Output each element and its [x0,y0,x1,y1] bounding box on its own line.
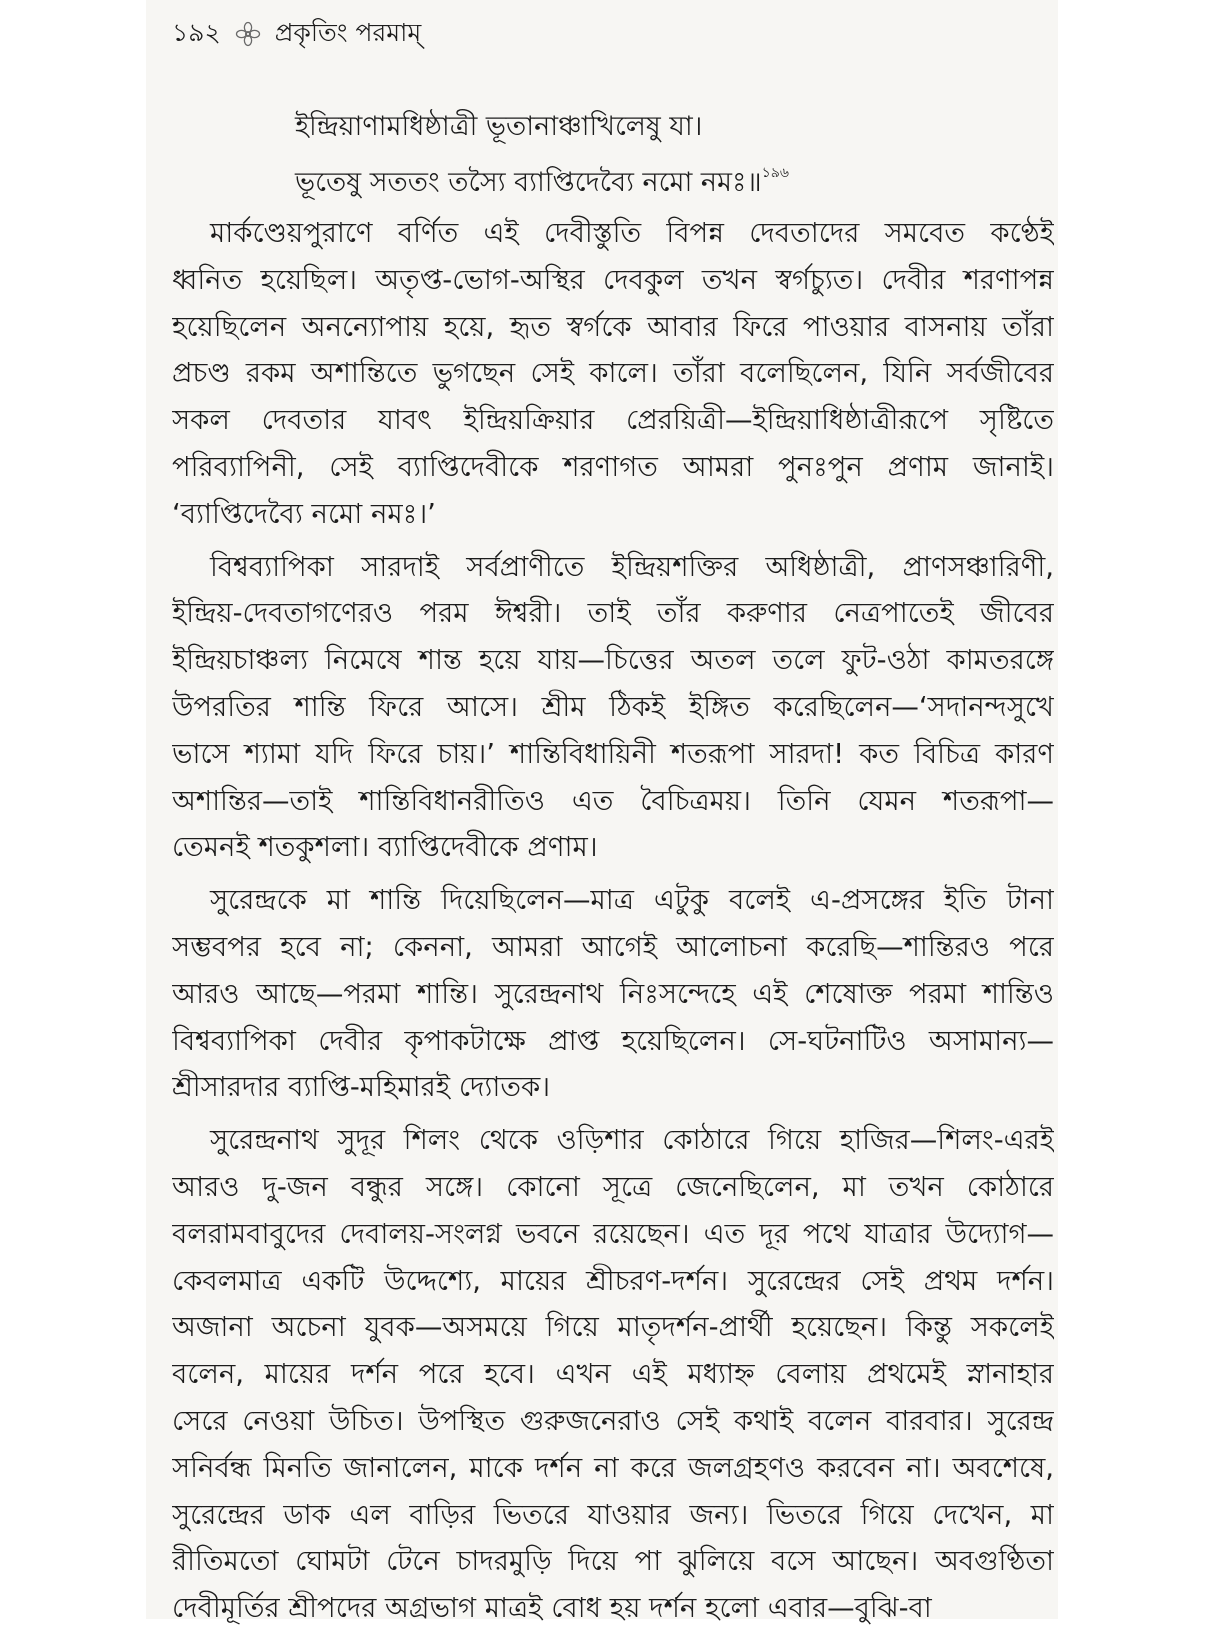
text-line: উপরতির শান্তি ফিরে আসে। শ্রীম ঠিকই ইঙ্গিত করেছিলেন—‘সদানন্দসুখে [172,690,1054,723]
flower-ornament-icon [235,21,261,47]
text-line: ধ্বনিত হয়েছিল। অতৃপ্ত-ভোগ-অস্থির দেবকুল তখন স্বর্গচ্যুত। দেবীর শরণাপন্ন [172,263,1054,296]
text-line: আরও দু-জন বন্ধুর সঙ্গে। কোনো সূত্রে জেনেছিলেন, মা তখন কোঠারে [172,1170,1054,1203]
text-line: রীতিমতো ঘোমটা টেনে চাদরমুড়ি দিয়ে পা ঝুলিয়ে বসে আছেন। অবগুণ্ঠিতা [172,1545,1054,1578]
text-line: আরও আছে—পরমা শান্তি। সুরেন্দ্রনাথ নিঃসন্দেহে এই শেষোক্ত পরমা শান্তিও [172,977,1054,1010]
running-title: প্রকৃতিং পরমাম্ [274,17,422,47]
text-line: সুরেন্দ্রের ডাক এল বাড়ির ভিতরে যাওয়ার জন্য। ভিতরে গিয়ে দেখেন, মা [172,1498,1054,1531]
text-line: সনির্বন্ধ মিনতি জানালেন, মাকে দর্শন না করে জলগ্রহণও করবেন না। অবশেষে, [172,1451,1054,1484]
body-text [172,210,1054,1638]
text-line: দেবীমূর্তির শ্রীপদের অগ্রভাগ মাত্রই বোধ হয় দর্শন হলো এবার—বুঝি-বা [172,1592,932,1625]
text-line: সেরে নেওয়া উচিত। উপস্থিত গুরুজনেরাও সেই কথাই বলেন বারবার। সুরেন্দ্র [172,1404,1054,1437]
sanskrit-verse [295,103,789,206]
page-number: ১৯২ [172,17,221,47]
text-line: ভাসে শ্যামা যদি ফিরে চায়।’ শান্তিবিধায়িনী শতরূপা সারদা! কত বিচিত্র কারণ [172,737,1054,770]
text-line: বিশ্বব্যাপিকা সারদাই সর্বপ্রাণীতে ইন্দ্রিয়শক্তির অধিষ্ঠাত্রী, প্রাণসঞ্চারিণী, [210,550,1054,583]
text-line: ‘ব্যাপ্তিদেব্যৈ নমো নমঃ।’ [172,497,436,530]
text-line: অশান্তির—তাই শান্তিবিধানরীতিও এত বৈচিত্রময়। তিনি যেমন শতরূপা— [172,784,1054,817]
paragraph [172,210,1054,538]
text-line: বলরামবাবুদের দেবালয়-সংলগ্ন ভবনে রয়েছেন। এত দূর পথে যাত্রার উদ্যোগ— [172,1217,1054,1250]
text-line: সুরেন্দ্রনাথ সুদূর শিলং থেকে ওড়িশার কোঠারে গিয়ে হাজির—শিলং-এরই [210,1124,1054,1157]
paragraph [172,1117,1054,1632]
text-line: শ্রীসারদার ব্যাপ্তি-মহিমারই দ্যোতক। [172,1071,551,1104]
text-line: কেবলমাত্র একটি উদ্দেশ্যে, মায়ের শ্রীচরণ-দর্শন। সুরেন্দ্রের সেই প্রথম দর্শন। [172,1264,1054,1297]
text-line: বিশ্বব্যাপিকা দেবীর কৃপাকটাক্ষে প্রাপ্ত হয়েছিলেন। সে-ঘটনাটিও অসামান্য— [172,1024,1054,1057]
verse-line-2 [295,150,789,206]
text-line: সুরেন্দ্রকে মা শান্তি দিয়েছিলেন—মাত্র এটুকু বলেই এ-প্রসঙ্গের ইতি টানা [210,884,1054,917]
paragraph [172,544,1054,872]
text-line: ইন্দ্রিয়-দেবতাগণেরও পরম ঈশ্বরী। তাই তাঁর করুণার নেত্রপাতেই জীবের [172,597,1054,630]
text-line: হয়েছিলেন অনন্যোপায় হয়ে, হৃত স্বর্গকে আবার ফিরে পাওয়ার বাসনায় তাঁরা [172,310,1054,343]
page-header [172,14,421,54]
text-line: মার্কণ্ডেয়পুরাণে বর্ণিত এই দেবীস্তুতি বিপন্ন দেবতাদের সমবেত কণ্ঠেই [210,217,1054,249]
text-line: প্রচণ্ড রকম অশান্তিতে ভুগছেন সেই কালে। তাঁরা বলেছিলেন, যিনি সর্বজীবের [172,357,1054,390]
text-line: তেমনই শতকুশলা। ব্যাপ্তিদেবীকে প্রণাম। [172,831,598,864]
text-line: অজানা অচেনা যুবক—অসময়ে গিয়ে মাতৃদর্শন-প্রার্থী হয়েছেন। কিন্তু সকলেই [172,1311,1054,1344]
text-line: সম্ভবপর হবে না; কেননা, আমরা আগেই আলোচনা করেছি—শান্তিরও পরে [172,930,1054,963]
text-line: পরিব্যাপিনী, সেই ব্যাপ্তিদেবীকে শরণাগত আমরা পুনঃপুন প্রণাম জানাই। [172,450,1054,483]
footnote-reference: ১৯৬ [761,165,789,181]
text-line: ইন্দ্রিয়চাঞ্চল্য নিমেষে শান্ত হয়ে যায়—চিত্তের অতল তলে ফুট-ওঠা কামতরঙ্গে [172,644,1054,677]
verse-line-2-text: ভূতেষু সততং তস্যৈ ব্যাপ্তিদেব্যৈ নমো নমঃ॥ [295,167,762,198]
text-line: বলেন, মায়ের দর্শন পরে হবে। এখন এই মধ্যাহ্ন বেলায় প্রথমেই স্নানাহার [172,1358,1054,1391]
paragraph [172,877,1054,1111]
verse-line-1: ইন্দ্রিয়াণামধিষ্ঠাত্রী ভূতানাঞ্চাখিলেষু যা। [295,111,703,142]
text-line: সকল দেবতার যাবৎ ইন্দ্রিয়ক্রিয়ার প্রেরয়িত্রী—ইন্দ্রিয়াধিষ্ঠাত্রীরূপে সৃষ্টিতে [172,404,1054,437]
